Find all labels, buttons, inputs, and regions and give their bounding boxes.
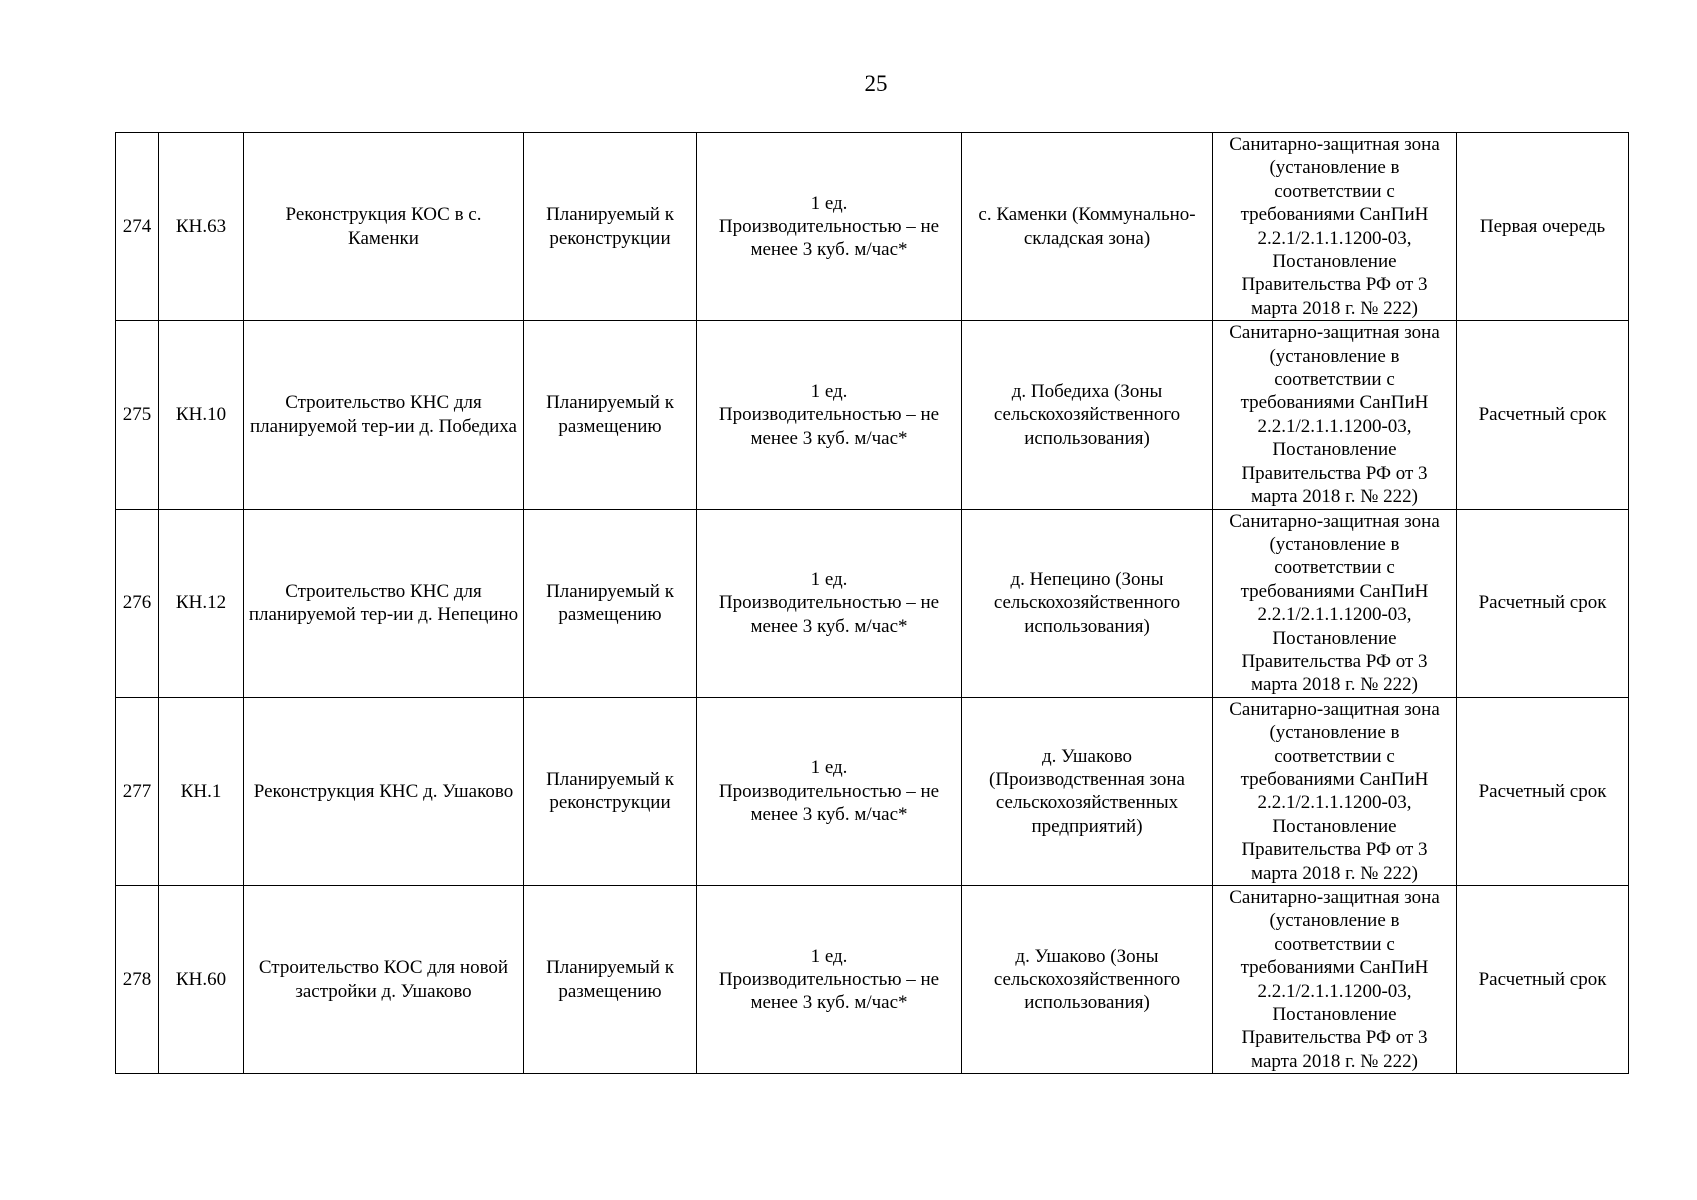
object-status: Планируемый к реконструкции	[524, 133, 697, 321]
row-number: 277	[116, 697, 159, 885]
row-number: 276	[116, 509, 159, 697]
object-code: КН.10	[159, 321, 244, 509]
object-code: КН.12	[159, 509, 244, 697]
row-number: 274	[116, 133, 159, 321]
table-row	[116, 886, 1629, 1074]
page-number: 25	[864, 71, 888, 96]
object-location: д. Непецино (Зоны сельскохозяйственного использования)	[962, 509, 1213, 697]
object-capacity	[697, 321, 962, 509]
object-term: Расчетный срок	[1457, 321, 1629, 509]
capacity-units: 1 ед.	[810, 192, 848, 214]
object-capacity	[697, 886, 962, 1074]
object-code: КН.1	[159, 697, 244, 885]
capacity-units: 1 ед.	[810, 757, 848, 779]
object-location: д. Ушаково (Зоны сельскохозяйственного использования)	[962, 886, 1213, 1074]
object-zone: Санитарно-защитная зона (установление в соответствии с требованиями СанПиН 2.2.1/2.1.1.1200-03, Постановление Правительства РФ от 3 марта 2018 г. № 222)	[1213, 321, 1457, 509]
capacity-text: Производительностью – не менее 3 куб. м/час*	[718, 968, 940, 1014]
object-capacity	[697, 697, 962, 885]
table-row	[116, 509, 1629, 697]
object-term: Первая очередь	[1457, 133, 1629, 321]
object-code: КН.60	[159, 886, 244, 1074]
capacity-units: 1 ед.	[810, 380, 848, 402]
object-term: Расчетный срок	[1457, 886, 1629, 1074]
capacity-text: Производительностью – не менее 3 куб. м/час*	[718, 215, 940, 261]
object-name: Реконструкция КНС д. Ушаково	[244, 697, 524, 885]
table-row	[116, 697, 1629, 885]
object-zone: Санитарно-защитная зона (установление в соответствии с требованиями СанПиН 2.2.1/2.1.1.1200-03, Постановление Правительства РФ от 3 марта 2018 г. № 222)	[1213, 133, 1457, 321]
object-zone: Санитарно-защитная зона (установление в соответствии с требованиями СанПиН 2.2.1/2.1.1.1200-03, Постановление Правительства РФ от 3 марта 2018 г. № 222)	[1213, 886, 1457, 1074]
objects-table	[115, 132, 1629, 1074]
object-zone: Санитарно-защитная зона (установление в соответствии с требованиями СанПиН 2.2.1/2.1.1.1200-03, Постановление Правительства РФ от 3 марта 2018 г. № 222)	[1213, 697, 1457, 885]
table-row	[116, 321, 1629, 509]
capacity-text: Производительностью – не менее 3 куб. м/час*	[718, 780, 940, 826]
object-name: Строительство КНС для планируемой тер-ии д. Непецино	[244, 509, 524, 697]
object-location: с. Каменки (Коммунально-складская зона)	[962, 133, 1213, 321]
object-zone: Санитарно-защитная зона (установление в соответствии с требованиями СанПиН 2.2.1/2.1.1.1200-03, Постановление Правительства РФ от 3 марта 2018 г. № 222)	[1213, 509, 1457, 697]
object-status: Планируемый к размещению	[524, 321, 697, 509]
object-term: Расчетный срок	[1457, 509, 1629, 697]
object-code: КН.63	[159, 133, 244, 321]
object-name: Строительство КНС для планируемой тер-ии д. Победиха	[244, 321, 524, 509]
object-term: Расчетный срок	[1457, 697, 1629, 885]
row-number: 278	[116, 886, 159, 1074]
capacity-text: Производительностью – не менее 3 куб. м/час*	[718, 404, 940, 449]
object-capacity	[697, 133, 962, 321]
object-status: Планируемый к реконструкции	[524, 697, 697, 885]
capacity-text: Производительностью – не менее 3 куб. м/час*	[718, 592, 940, 637]
object-status: Планируемый к размещению	[524, 509, 697, 697]
object-location: д. Победиха (Зоны сельскохозяйственного использования)	[962, 321, 1213, 509]
object-name: Строительство КОС для новой застройки д. Ушаково	[244, 886, 524, 1074]
object-capacity	[697, 509, 962, 697]
object-name: Реконструкция КОС в с. Каменки	[244, 133, 524, 321]
object-status: Планируемый к размещению	[524, 886, 697, 1074]
table-row	[116, 133, 1629, 321]
capacity-units: 1 ед.	[810, 569, 848, 591]
object-location: д. Ушаково (Производственная зона сельскохозяйственных предприятий)	[962, 697, 1213, 885]
row-number: 275	[116, 321, 159, 509]
capacity-units: 1 ед.	[810, 945, 848, 967]
